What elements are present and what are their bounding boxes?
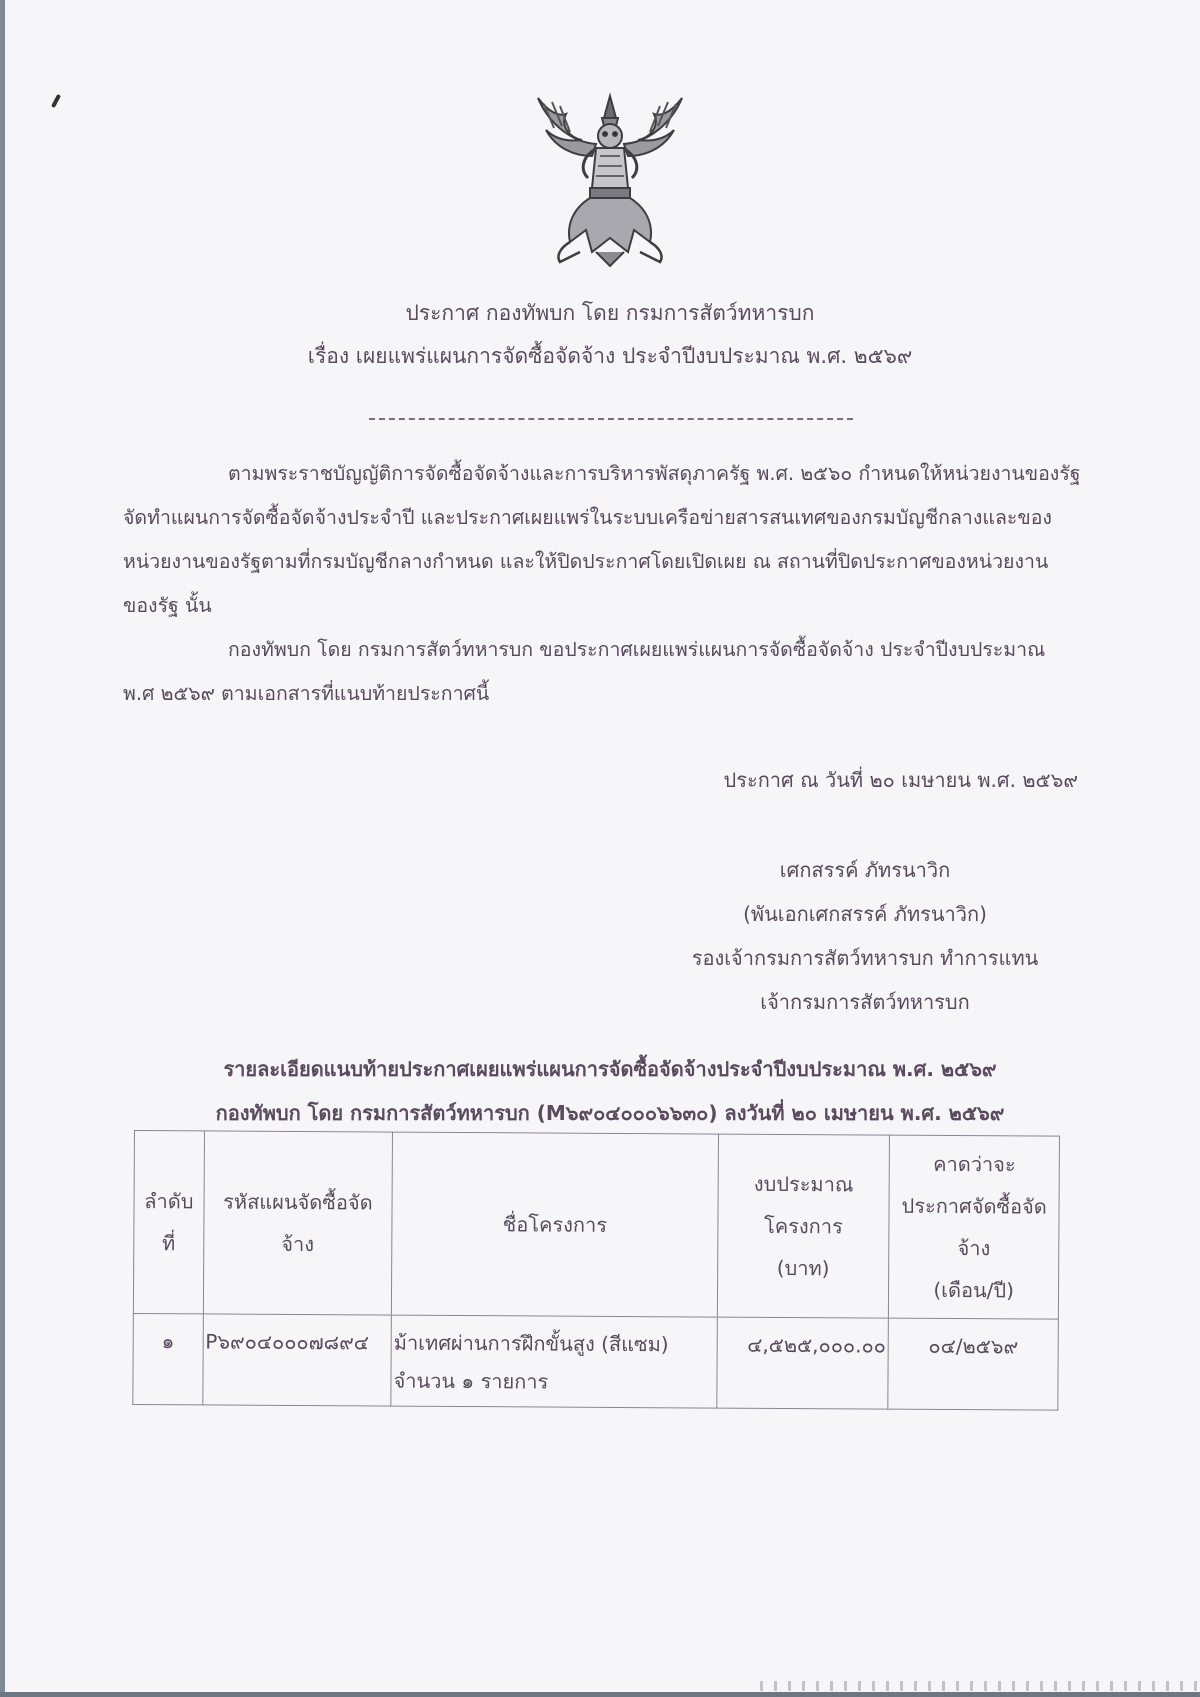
cell-project: ม้าเทศผ่านการฝึกขั้นสูง (สีแซม) จำนวน ๑ รายการ [391,1315,717,1408]
paragraph-line: ตามพระราชบัญญัติการจัดซื้อจัดจ้างและการบริหารพัสดุภาครัฐ พ.ศ. ๒๕๖๐ กำหนดให้หน่วยงานของรัฐ [228,462,1081,485]
scan-edge-bottom [0,1692,1200,1697]
body-paragraph-2 [123,628,1045,716]
cell-plan-code: P๖๙๐๔๐๐๐๗๘๙๔ [202,1314,391,1406]
signatory-name: เศกสรรค์ ภัทรนาวิก [779,858,951,882]
table-row [133,1313,1059,1410]
body-paragraph-1 [123,452,1081,628]
signatory-full-name: (พันเอกเศกสรรค์ ภัทรนาวิก) [743,902,987,926]
column-header-plan-code: รหัสแผนจัดซื้อจัด จ้าง [203,1131,393,1315]
announcement-date: ประกาศ ณ วันที่ ๒๐ เมษายน พ.ศ. ๒๕๖๙ [723,768,1078,792]
signatory-position: รองเจ้ากรมการสัตว์ทหารบก ทำการแทน [691,946,1039,970]
attachment-subtitle: กองทัพบก โดย กรมการสัตว์ทหารบก (M๖๙๐๔๐๐๐๖๖๓๐) ลงวันที่ ๒๐ เมษายน พ.ศ. ๒๕๖๙ [215,1101,1005,1125]
cell-announce-period: ๐๔/๒๕๖๙ [888,1318,1058,1410]
column-header-no: ลำดับ ที่ [133,1131,204,1314]
pen-mark [51,94,61,108]
signature-block [0,848,1200,1024]
column-header-budget: งบประมาณ โครงการ (บาท) [717,1134,890,1318]
attachment-title: รายละเอียดแนบท้ายประกาศเผยแพร่แผนการจัดซื้อจัดจ้างประจำปีงบประมาณ พ.ศ. ๒๕๖๙ [223,1057,997,1081]
paragraph-line: ของรัฐ นั้น [123,594,212,617]
garuda-emblem-icon [530,92,690,268]
paragraph-line: กองทัพบก โดย กรมการสัตว์ทหารบก ขอประกาศเผยแพร่แผนการจัดซื้อจัดจ้าง ประจำปีงบประมาณ [228,638,1046,661]
paragraph-line: หน่วยงานของรัฐตามที่กรมบัญชีกลางกำหนด และให้ปิดประกาศโดยเปิดเผย ณ สถานที่ปิดประกาศของหน่วยงาน [123,550,1049,573]
attachment-heading [0,1047,1200,1135]
signatory-acting-for: เจ้ากรมการสัตว์ทหารบก [760,990,970,1014]
dashed-divider [369,418,853,420]
scan-noise [760,1681,1200,1691]
paragraph-line: พ.ศ ๒๕๖๙ ตามเอกสารที่แนบท้ายประกาศนี้ [123,682,490,705]
column-header-announce-period: คาดว่าจะ ประกาศจัดซื้อจัด จ้าง (เดือน/ปี) [889,1135,1060,1319]
announcement-title: ประกาศ กองทัพบก โดย กรมการสัตว์ทหารบก [405,301,815,325]
announcement-subject: เรื่อง เผยแพร่แผนการจัดซื้อจัดจ้าง ประจำปีงบประมาณ พ.ศ. ๒๕๖๙ [307,344,913,368]
table-header-row [133,1131,1059,1320]
cell-no: ๑ [133,1313,203,1404]
cell-budget: ๔,๕๒๕,๐๐๐.๐๐ [716,1317,888,1409]
procurement-plan-table [132,1130,1060,1411]
column-header-project: ชื่อโครงการ [391,1132,718,1317]
paragraph-line: จัดทำแผนการจัดซื้อจัดจ้างประจำปี และประกาศเผยแพร่ในระบบเครือข่ายสารสนเทศของกรมบัญชีกลางและของ [123,506,1052,529]
